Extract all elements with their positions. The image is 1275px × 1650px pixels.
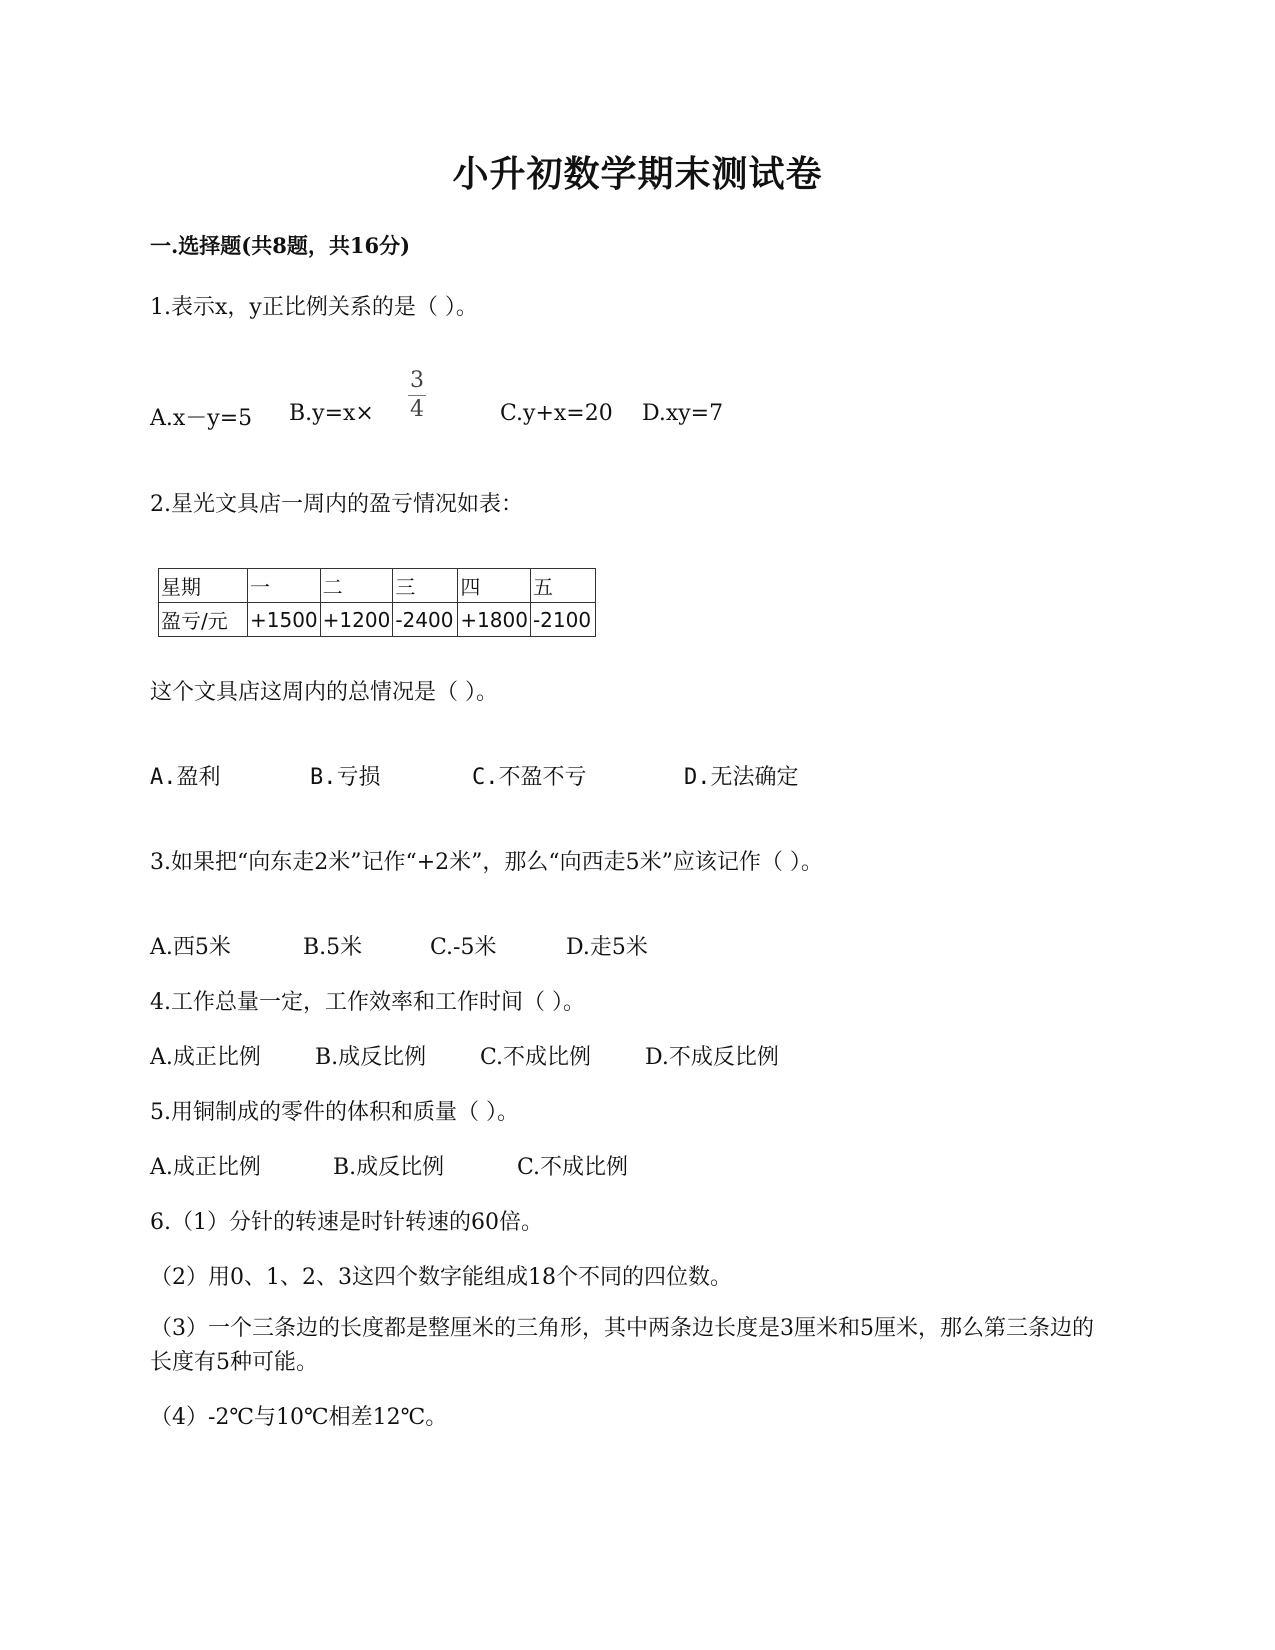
table-cell: +1500: [248, 603, 321, 637]
page-title: 小升初数学期末测试卷: [452, 153, 823, 195]
question-1-option-d: D.xy=7: [642, 401, 724, 426]
question-2-option-c: C.不盈不亏: [472, 765, 587, 790]
question-6-item-4: （4）-2℃与10℃相差12℃。: [150, 1405, 448, 1430]
question-6-item-1: 6.（1）分针的转速是时针转速的60倍。: [150, 1210, 543, 1235]
table-header-cell: 二: [320, 569, 393, 603]
question-3-option-c: C.-5米: [430, 935, 497, 960]
table-header-cell: 一: [248, 569, 321, 603]
question-2-option-a: A.盈利: [150, 765, 221, 790]
question-4-option-a: A.成正比例: [150, 1045, 261, 1070]
fraction-three-quarters: [406, 370, 428, 421]
table-header-cell: 五: [530, 569, 595, 603]
fraction-denominator: 4: [410, 397, 424, 422]
table-row-values: [159, 603, 596, 637]
table-row-header: [159, 569, 596, 603]
question-4-option-c: C.不成比例: [480, 1045, 592, 1070]
table-cell: +1800: [458, 603, 531, 637]
question-3-option-a: A.西5米: [150, 935, 231, 960]
question-5-option-b: B.成反比例: [333, 1155, 445, 1180]
question-1-option-c: C.y+x=20: [500, 401, 613, 426]
table-header-cell: 星期: [159, 569, 248, 603]
question-3-option-b: B.5米: [303, 935, 363, 960]
fraction-numerator: 3: [410, 368, 424, 393]
question-3-stem: 3.如果把“向东走2米”记作“+2米”，那么“向西走5米”应该记作（ ）。: [150, 850, 823, 875]
question-4-option-b: B.成反比例: [315, 1045, 427, 1070]
table-cell: 盈亏/元: [159, 603, 248, 637]
table-cell: -2400: [393, 603, 458, 637]
question-5-stem: 5.用铜制成的零件的体积和质量（ ）。: [150, 1100, 519, 1125]
question-2-stem: 2.星光文具店一周内的盈亏情况如表：: [150, 492, 523, 517]
table-cell: +1200: [320, 603, 393, 637]
question-1-option-a: A.x－y=5: [150, 406, 253, 431]
section-heading: 一.选择题(共8题，共16分): [150, 233, 411, 258]
question-5-option-c: C.不成比例: [517, 1155, 629, 1180]
table-header-cell: 三: [393, 569, 458, 603]
profit-table: [158, 568, 596, 637]
question-2-followup: 这个文具店这周内的总情况是（ ）。: [150, 680, 498, 705]
question-2-option-d: D.无法确定: [684, 765, 799, 790]
question-4-option-d: D.不成反比例: [645, 1045, 779, 1070]
question-6-item-3: （3）一个三条边的长度都是整厘米的三角形，其中两条边长度是3厘米和5厘米，那么第三条边的长度有5种可能。: [150, 1316, 1094, 1375]
fraction-bar: [408, 395, 426, 396]
question-6-item-2: （2）用0、1、2、3这四个数字能组成18个不同的四位数。: [150, 1265, 732, 1290]
table-header-cell: 四: [458, 569, 531, 603]
question-2-option-b: B.亏损: [310, 765, 381, 790]
question-5-option-a: A.成正比例: [150, 1155, 261, 1180]
question-1-stem: 1.表示x，y正比例关系的是（ ）。: [150, 295, 478, 320]
question-3-option-d: D.走5米: [566, 935, 648, 960]
question-1-option-b: B.y=x×: [289, 401, 374, 426]
table-cell: -2100: [530, 603, 595, 637]
question-4-stem: 4.工作总量一定，工作效率和工作时间（ ）。: [150, 990, 585, 1015]
